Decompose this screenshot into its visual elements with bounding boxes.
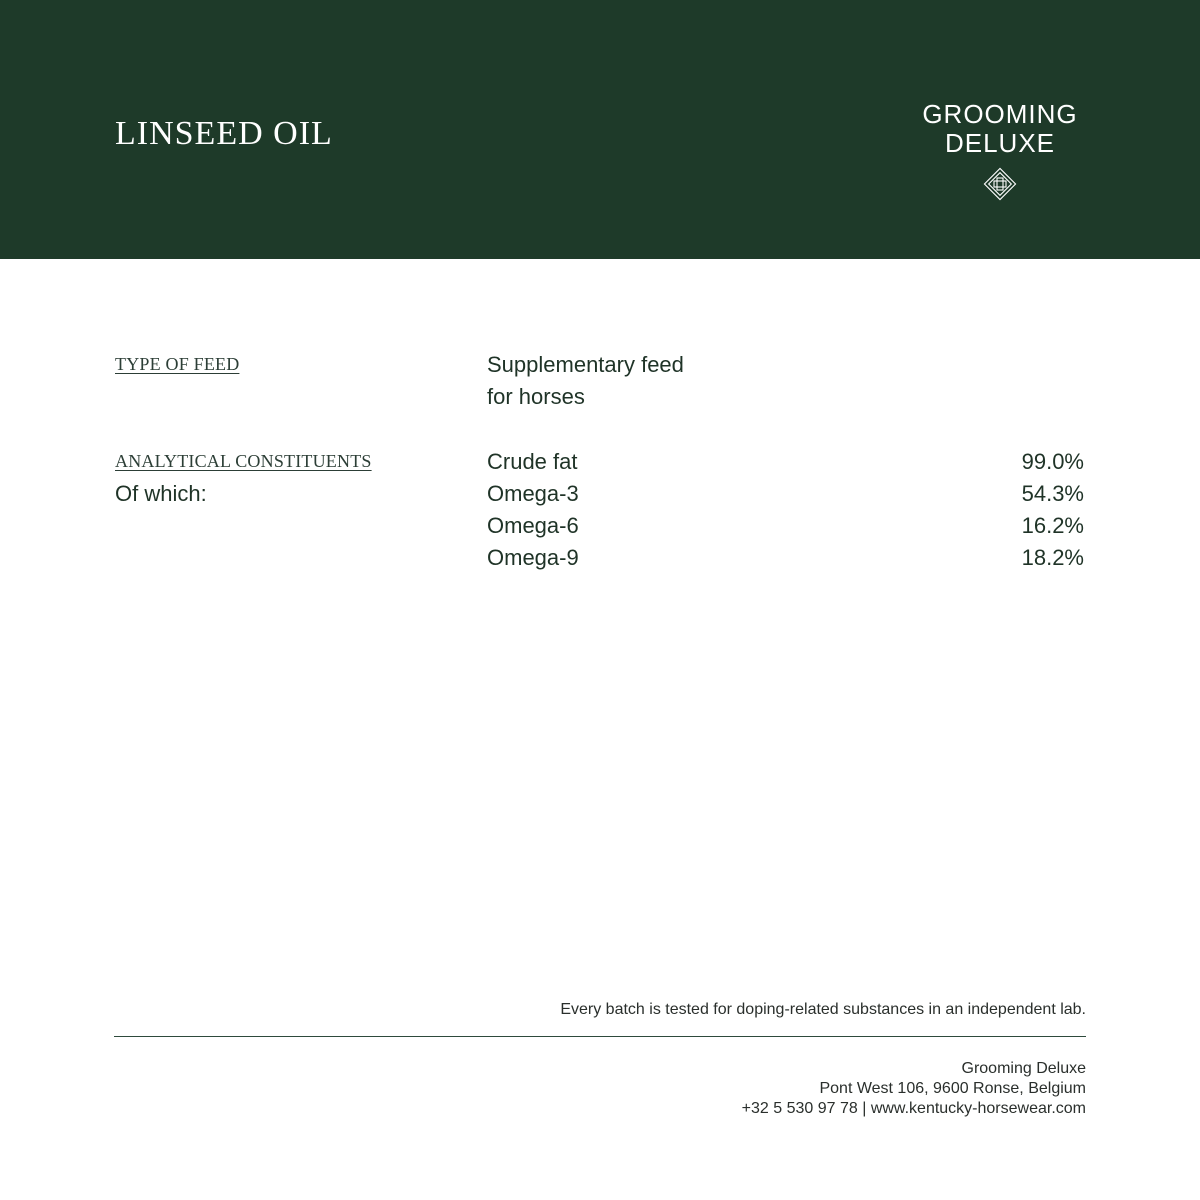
constituent-value: 18.2%: [1021, 545, 1084, 570]
brand-logo: [905, 100, 1095, 205]
header-banner: [0, 0, 1200, 259]
footer-company: Grooming Deluxe: [961, 1060, 1086, 1077]
feed-type-line2: for horses: [487, 384, 585, 409]
constituent-value: 99.0%: [1021, 449, 1084, 474]
brand-name-line2: DELUXE: [944, 128, 1056, 158]
constituent-name: Omega-9: [487, 545, 579, 570]
footer-contact: +32 5 530 97 78 | www.kentucky-horsewear.com: [741, 1100, 1086, 1117]
constituent-value: 54.3%: [1021, 481, 1084, 506]
feed-type-line1: Supplementary feed: [487, 352, 684, 377]
constituent-name: Crude fat: [487, 449, 578, 474]
brand-name-line1: GROOMING: [922, 99, 1078, 129]
footer-divider: [114, 1036, 1086, 1037]
doping-test-disclaimer: Every batch is tested for doping-related substances in an independent lab.: [560, 1001, 1086, 1018]
type-of-feed-label: TYPE OF FEED: [115, 354, 240, 374]
constituent-name: Omega-6: [487, 513, 579, 538]
footer-address: Pont West 106, 9600 Ronse, Belgium: [819, 1080, 1086, 1097]
analytical-constituents-label: ANALYTICAL CONSTITUENTS: [115, 451, 372, 471]
product-title: LINSEED OIL: [115, 115, 333, 152]
constituent-value: 16.2%: [1021, 513, 1084, 538]
constituent-name: Omega-3: [487, 481, 579, 506]
of-which-label: Of which:: [115, 481, 207, 506]
diamond-emblem-icon: [982, 166, 1018, 202]
